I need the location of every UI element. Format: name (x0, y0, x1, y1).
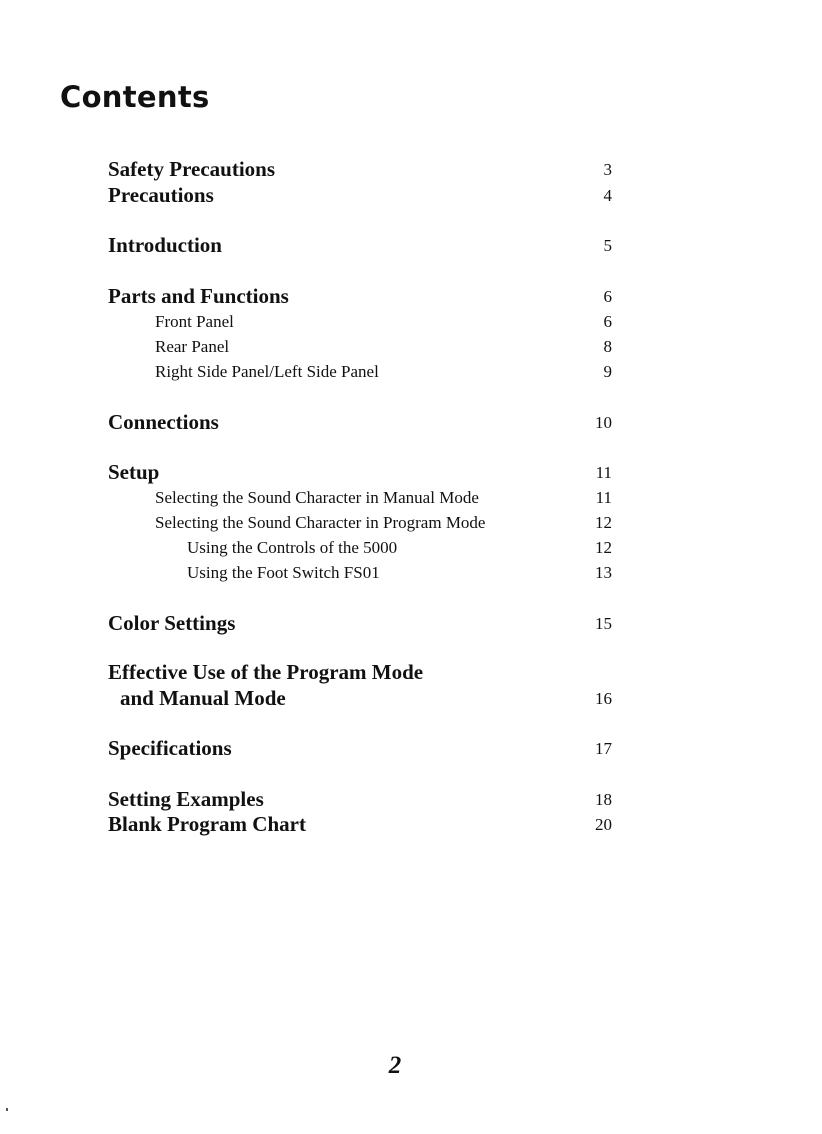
scan-speck (6, 1108, 8, 1111)
toc-entry-page: 18 (595, 790, 612, 809)
toc-entry-title: Specifications (108, 736, 232, 760)
toc-entry-page: 15 (595, 614, 612, 633)
toc-entry-page: 6 (603, 287, 612, 306)
toc-entry-page: 12 (595, 538, 612, 557)
toc-entry-page: 17 (595, 739, 612, 758)
toc-entry-title: Using the Foot Switch FS01 (187, 563, 380, 582)
toc-entry-title: and Manual Mode (120, 686, 286, 710)
toc-entry-title: Introduction (108, 233, 222, 257)
toc-entry-title: Setting Examples (108, 787, 264, 811)
toc-entry-title: Selecting the Sound Character in Program Mode (155, 513, 486, 532)
toc-entry-page: 20 (595, 815, 612, 834)
toc-entry-page: 10 (595, 413, 612, 432)
page-number: 2 (388, 1052, 402, 1079)
toc-entry-title: Right Side Panel/Left Side Panel (155, 362, 379, 381)
toc-entry-title: Precautions (108, 183, 214, 207)
toc-entry-page: 9 (603, 362, 612, 381)
toc-entry-page: 11 (595, 463, 612, 482)
toc-entry-title: Selecting the Sound Character in Manual Mode (155, 488, 479, 507)
toc-entry-page: 12 (595, 513, 612, 532)
toc-entry-page: 8 (603, 337, 612, 356)
toc-entry-title: Blank Program Chart (108, 812, 306, 836)
toc-entry-title: Setup (108, 460, 160, 484)
toc-entry-page: 13 (595, 563, 612, 582)
toc-entry-title: Parts and Functions (108, 284, 289, 308)
toc-entry-page: 11 (595, 488, 612, 507)
toc-entry-page: 3 (603, 160, 612, 179)
toc-entry-title: Front Panel (155, 312, 234, 331)
toc-entry-page: 4 (603, 186, 612, 205)
toc-entry-title: Connections (108, 410, 219, 434)
toc-entry-page: 5 (603, 236, 612, 255)
toc-entry-title: Safety Precautions (108, 157, 276, 181)
toc-entry-title: Color Settings (108, 611, 236, 635)
toc-entry-title: Effective Use of the Program Mode (108, 660, 424, 684)
toc-entry-title: Using the Controls of the 5000 (187, 538, 398, 557)
toc-entry-page: 16 (595, 689, 612, 708)
page-title: Contents (60, 80, 210, 114)
toc-entry-title: Rear Panel (155, 337, 230, 356)
toc-entry-page: 6 (603, 312, 612, 331)
